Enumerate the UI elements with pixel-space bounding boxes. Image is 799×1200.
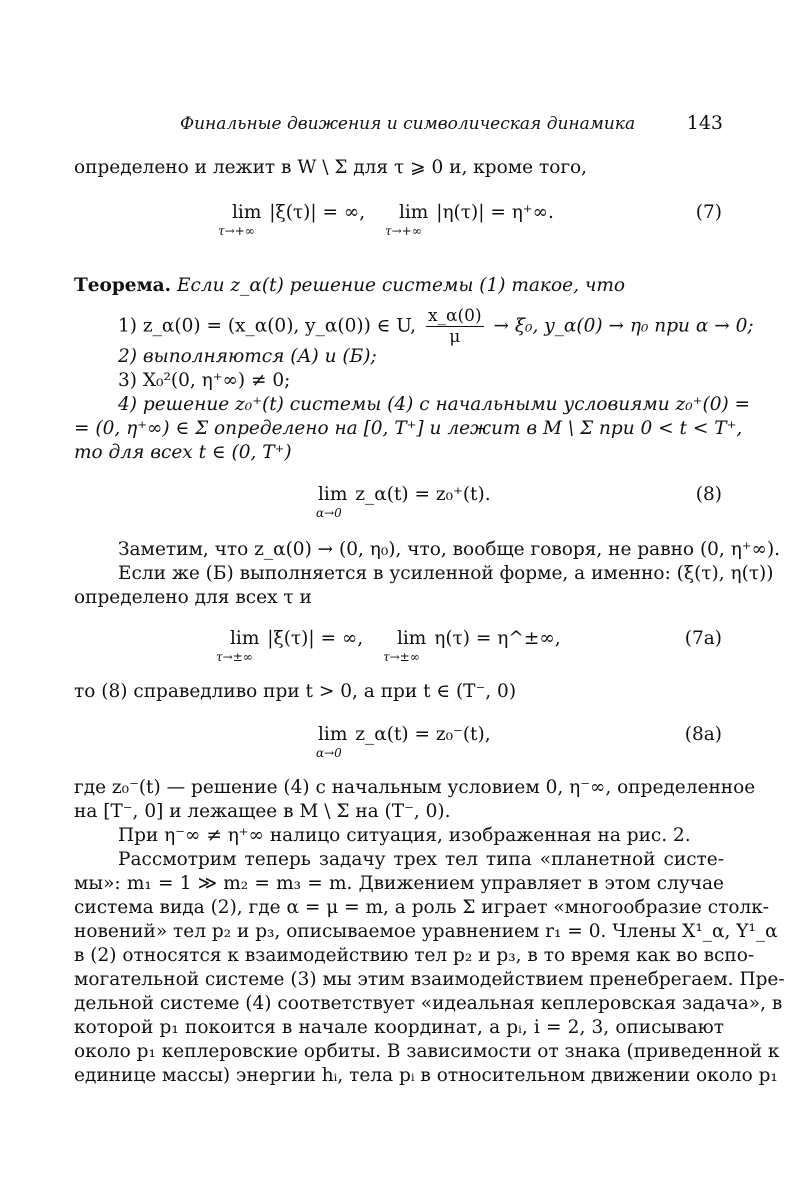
paragraph-line: Заметим, что z_α(0) → (0, η₀), что, вообще говоря, не равно (0, η⁺∞). [118,539,781,560]
paragraph-line: Если же (Б) выполняется в усиленной форме, а именно: (ξ(τ), η(τ)) [118,563,774,584]
paragraph-line: Рассмотрим теперь задачу трех тел типа «планетной систе- [118,849,724,870]
lim-operator: lim τ→+∞ [218,202,262,238]
page-number: 143 [686,112,723,134]
condition-3: 3) X₀²(0, η⁺∞) ≠ 0; [118,370,291,391]
text-line: дельной системе (4) соответствует «идеальная кеплеровская задача», в [74,993,783,1014]
equation-number: (8) [695,484,722,505]
text-line: могательной системе (3) мы этим взаимодействием пренебрегаем. Пре- [74,969,785,990]
paragraph-line: При η⁻∞ ≠ η⁺∞ налицо ситуация, изображенная на рис. 2. [118,825,691,846]
text-line: где z₀⁻(t) — решение (4) с начальным условием 0, η⁻∞, определенное [74,777,756,798]
text-line: единице массы) энергии hᵢ, тела pᵢ в относительном движении около p₁ [74,1065,778,1086]
text-line: около p₁ кеплеровские орбиты. В зависимости от знака (приведенной к [74,1041,780,1062]
equation-number: (7a) [684,628,722,649]
lim-operator: lim τ→±∞ [382,628,427,664]
text-line: то (8) справедливо при t > 0, а при t ∈ (T⁻, 0) [74,681,517,702]
fraction: $\frac{x\_\alpha(0)}{\mu}$ [427,306,482,347]
text-line: на [T⁻, 0] и лежащее в M \ Σ на (T⁻, 0). [74,801,451,822]
text-line: мы»: m₁ = 1 ≫ m₂ = m₃ = m. Движением управляет в этом случае [74,873,724,894]
equation-8a: lim α→0 z_α(t) = z₀⁻(t), (8a) [316,724,722,760]
text-line: определено и лежит в W \ Σ для τ ⩾ 0 и, кроме того, [74,157,588,178]
lim-operator: lim α→0 [316,724,348,760]
equation-number: (7) [695,202,722,223]
text-line: то для всех t ∈ (0, T⁺) [74,442,292,463]
text-line: определено для всех τ и [74,587,312,608]
theorem-label: Теорема. [74,275,172,296]
condition-2: 2) выполняются (А) и (Б); [118,346,377,367]
text-line: которой p₁ покоится в начале координат, а pᵢ, i = 2, 3, описывают [74,1017,724,1038]
text-line: в (2) относятся к взаимодействию тел p₂ и p₃, в то время как во вспо- [74,945,755,966]
lim-operator: lim α→0 [316,484,348,520]
equation-number: (8a) [684,724,722,745]
text-line: = (0, η⁺∞) ∈ Σ определено на [0, T⁺] и лежит в M \ Σ при 0 < t < T⁺, [74,418,743,439]
equation-7a: lim τ→±∞ |ξ(τ)| = ∞, lim τ→±∞ η(τ) = η^±∞, (7a) [216,628,722,664]
equation-7: lim τ→+∞ |ξ(τ)| = ∞, lim τ→+∞ |η(τ)| = η⁺∞. (7) [218,202,722,238]
theorem-statement: Теорема. Если z_α(t) решение системы (1) такое, что [74,275,626,296]
text-line: новений» тел p₂ и p₃, описываемое уравнением r₁ = 0. Члены X¹_α, Y¹_α [74,921,778,942]
lim-operator: lim τ→±∞ [216,628,260,664]
condition-4: 4) решение z₀⁺(t) системы (4) с начальными условиями z₀⁺(0) = [118,394,751,415]
lim-operator: lim τ→+∞ [384,202,429,238]
equation-8: lim α→0 z_α(t) = z₀⁺(t). (8) [316,484,722,520]
text-line: система вида (2), где α = μ = m, а роль Σ играет «многообразие столк- [74,897,770,918]
condition-1: 1) z_α(0) = (x_α(0), y_α(0)) ∈ U, $\frac{x\_\alpha(0)}{\mu}$ → ξ₀, y_α(0) → η₀ при α → 0; [118,306,754,347]
running-title: Финальные движения и символическая динамика [180,114,636,134]
